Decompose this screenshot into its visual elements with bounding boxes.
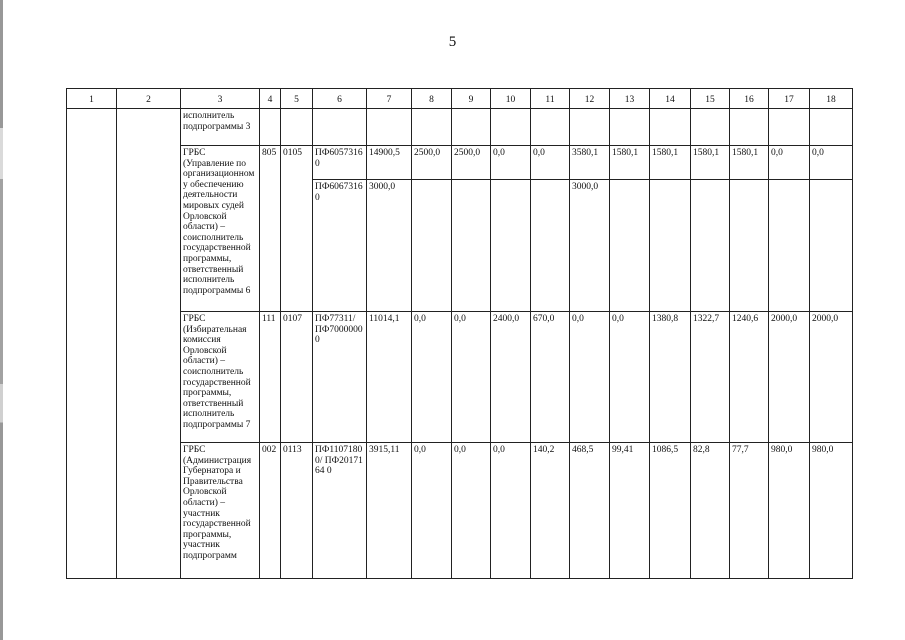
col-header: 4 [260, 89, 281, 109]
table-cell: 980,0 [769, 443, 810, 579]
table-row [67, 146, 853, 180]
table-cell: 0,0 [491, 443, 531, 579]
table-cell: 002 [260, 443, 281, 579]
col-header: 1 [67, 89, 117, 109]
table-cell [117, 109, 181, 579]
table-cell: 3000,0 [570, 180, 610, 312]
table-cell [730, 109, 769, 146]
col-header: 6 [313, 89, 367, 109]
table-cell [691, 109, 730, 146]
table-cell: 0,0 [412, 312, 452, 443]
col-header: 7 [367, 89, 412, 109]
col-header: 9 [452, 89, 491, 109]
table-row [67, 312, 853, 443]
table-cell: 2000,0 [810, 312, 853, 443]
table-cell: ПФ77311/ ПФ7000000 0 [313, 312, 367, 443]
scan-edge [0, 0, 3, 640]
table-cell: 670,0 [531, 312, 570, 443]
table-cell: 99,41 [610, 443, 650, 579]
table-cell: 2500,0 [412, 146, 452, 180]
table-cell [531, 109, 570, 146]
table-cell [810, 109, 853, 146]
table-cell: 3915,11 [367, 443, 412, 579]
table-cell: 1580,1 [650, 146, 691, 180]
table-cell [412, 180, 452, 312]
table-cell [769, 180, 810, 312]
table-cell: 0,0 [610, 312, 650, 443]
table-cell: ГРБС (Администрация Губернатора и Правительства Орловской области) – участник государственной программы, участник подпрограмм [181, 443, 260, 579]
table-cell: 0107 [281, 312, 313, 443]
table-cell [491, 109, 531, 146]
table-cell: 2000,0 [769, 312, 810, 443]
table-cell: ГРБС (Управление по организационном у обеспечению деятельности мировых судей Орловской области) – соисполнитель государственной программы, ответственный исполнитель подпрограммы 6 [181, 146, 260, 312]
table-cell [610, 109, 650, 146]
col-header: 5 [281, 89, 313, 109]
table-cell [452, 109, 491, 146]
table-cell [610, 180, 650, 312]
table-cell [730, 180, 769, 312]
table-cell: 0,0 [769, 146, 810, 180]
table-cell: 980,0 [810, 443, 853, 579]
table-cell [412, 109, 452, 146]
table-cell: 82,8 [691, 443, 730, 579]
table-cell: 0,0 [531, 146, 570, 180]
table-cell: 11014,1 [367, 312, 412, 443]
table-cell [491, 180, 531, 312]
col-header: 15 [691, 89, 730, 109]
table-cell: 3580,1 [570, 146, 610, 180]
table-cell: 0,0 [452, 312, 491, 443]
table-cell: 1380,8 [650, 312, 691, 443]
col-header: 2 [117, 89, 181, 109]
table-cell: 0113 [281, 443, 313, 579]
table-cell [67, 109, 117, 579]
table-cell: 3000,0 [367, 180, 412, 312]
col-header: 17 [769, 89, 810, 109]
table-cell [570, 109, 610, 146]
table-cell: 14900,5 [367, 146, 412, 180]
table-cell: 1580,1 [610, 146, 650, 180]
table-cell: 1580,1 [730, 146, 769, 180]
col-header: 12 [570, 89, 610, 109]
col-header: 13 [610, 89, 650, 109]
table-row [67, 109, 853, 146]
table-cell [531, 180, 570, 312]
table-cell [313, 109, 367, 146]
table-row [67, 443, 853, 579]
table-cell [260, 109, 281, 146]
table-cell: 0,0 [412, 443, 452, 579]
table-cell: 0,0 [491, 146, 531, 180]
table-cell [367, 109, 412, 146]
table-cell: 1580,1 [691, 146, 730, 180]
col-header: 11 [531, 89, 570, 109]
table-cell: 0,0 [810, 146, 853, 180]
header-row [67, 89, 853, 109]
table-cell [650, 180, 691, 312]
table-cell: исполнитель подпрограммы 3 [181, 109, 260, 146]
table-cell: ПФ6067316 0 [313, 180, 367, 312]
table-cell: 2400,0 [491, 312, 531, 443]
table-cell: 1240,6 [730, 312, 769, 443]
table-cell: 0,0 [570, 312, 610, 443]
table-cell: 111 [260, 312, 281, 443]
budget-table [66, 88, 853, 579]
table-cell: ПФ1107180 0/ ПФ2017164 0 [313, 443, 367, 579]
col-header: 14 [650, 89, 691, 109]
table-cell [769, 109, 810, 146]
table-cell: 0,0 [452, 443, 491, 579]
table-cell: 1086,5 [650, 443, 691, 579]
table-cell: 140,2 [531, 443, 570, 579]
table-cell [691, 180, 730, 312]
table-cell: 805 [260, 146, 281, 312]
table-cell: 2500,0 [452, 146, 491, 180]
table-cell: 0105 [281, 146, 313, 312]
table-cell [650, 109, 691, 146]
col-header: 3 [181, 89, 260, 109]
col-header: 8 [412, 89, 452, 109]
table-cell: ГРБС (Избирательная комиссия Орловской области) – соисполнитель государственной программы, ответственный исполнитель подпрограммы 7 [181, 312, 260, 443]
col-header: 16 [730, 89, 769, 109]
table-cell: 1322,7 [691, 312, 730, 443]
table-cell [452, 180, 491, 312]
table-cell: 77,7 [730, 443, 769, 579]
col-header: 10 [491, 89, 531, 109]
table-cell: 468,5 [570, 443, 610, 579]
table-cell: ПФ6057316 0 [313, 146, 367, 180]
table-cell [281, 109, 313, 146]
table-cell [810, 180, 853, 312]
col-header: 18 [810, 89, 853, 109]
page-number: 5 [448, 34, 457, 50]
